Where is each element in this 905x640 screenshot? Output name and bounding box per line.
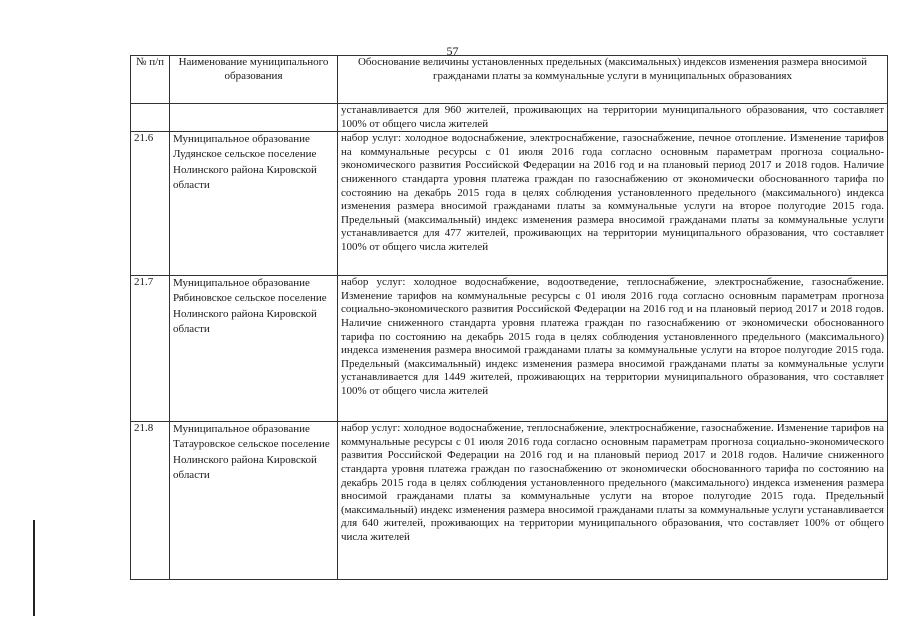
row-basis-text: набор услуг: холодное водоснабжение, водоотведение, теплоснабжение, электроснабжение, газоснабжение. Изменение тарифов на коммунальные ресурсы с 01 июля 2016 года согласно основным параметрам прогноза социально-экономического развития Российской Федерации на 2016 год и на плановый период 2017 и 2018 годов. Наличие сниженного стандарта уровня платежа граждан по газоснабжению от экономически обоснованного тарифа по состоянию на декабрь 2015 года в целях соблюдения установленного предельного (максимального) индекса изменения размера вносимой гражданами платы за коммунальные услуги на второе полугодие 2015 года. Предельный (максимальный) индекс изменения размера вносимой гражданами платы за коммунальные услуги устанавливается для 1449 жителей, проживающих на территории муниципального образования, что составляет 100% от общего числа жителей	[338, 276, 888, 422]
municipality-name: Муниципальное образование Рябиновское сельское поселение Нолинского района Кировской области	[170, 276, 338, 422]
table-row-continuation	[131, 104, 888, 132]
page-number: 57	[446, 44, 459, 58]
header-num: № п/п	[131, 56, 170, 104]
table-row	[131, 422, 888, 580]
continuation-name	[170, 104, 338, 132]
municipality-name: Муниципальное образование Татауровское сельское поселение Нолинского района Кировской области	[170, 422, 338, 580]
row-number: 21.6	[131, 132, 170, 276]
continuation-num	[131, 104, 170, 132]
row-number: 21.8	[131, 422, 170, 580]
continuation-text: устанавливается для 960 жителей, проживающих на территории муниципального образования, что составляет 100% от общего числа жителей	[338, 104, 888, 132]
table-header	[131, 56, 888, 104]
row-basis-text: набор услуг: холодное водоснабжение, теплоснабжение, электроснабжение, газоснабжение. Изменение тарифов на коммунальные ресурсы с 01 июля 2016 года согласно основным параметрам прогноза социально-экономического развития Российской Федерации на 2016 год и на плановый период 2017 и 2018 годов. Наличие сниженного стандарта уровня платежа граждан по газоснабжению от экономически обоснованного тарифа по состоянию на декабрь 2015 года в целях соблюдения установленного предельного (максимального) индекса изменения размера вносимой гражданами платы за коммунальные услуги на второе полугодие 2015 года. Предельный (максимальный) индекс изменения размера вносимой гражданами платы за коммунальные услуги устанавливается для 640 жителей, проживающих на территории муниципального образования, что составляет 100% от общего числа жителей	[338, 422, 888, 580]
row-number: 21.7	[131, 276, 170, 422]
scan-margin-mark	[33, 520, 35, 616]
header-name: Наименование муниципального образования	[170, 56, 338, 104]
header-basis: Обоснование величины установленных предельных (максимальных) индексов изменения размера вносимой гражданами платы за коммунальные услуги в муниципальных образованиях	[338, 56, 888, 104]
table-row	[131, 132, 888, 276]
row-basis-text: набор услуг: холодное водоснабжение, электроснабжение, газоснабжение, печное отопление. Изменение тарифов на коммунальные ресурсы с 01 июля 2016 года согласно основным параметрам прогноза социально-экономического развития Российской Федерации на 2016 год и на плановый период 2017 и 2018 годов. Наличие сниженного стандарта уровня платежа граждан по газоснабжению от экономически обоснованного тарифа по состоянию на декабрь 2015 года в целях соблюдения установленного предельного (максимального) индекса изменения размера вносимой гражданами платы за коммунальные услуги на второе полугодие 2015 года. Предельный (максимальный) индекс изменения размера вносимой гражданами платы за коммунальные услуги устанавливается для 477 жителей, проживающих на территории муниципального образования, что составляет 100% от общего числа жителей	[338, 132, 888, 276]
table-row	[131, 276, 888, 422]
municipality-name: Муниципальное образование Лудянское сельское поселение Нолинского района Кировской области	[170, 132, 338, 276]
indices-table	[130, 55, 888, 580]
